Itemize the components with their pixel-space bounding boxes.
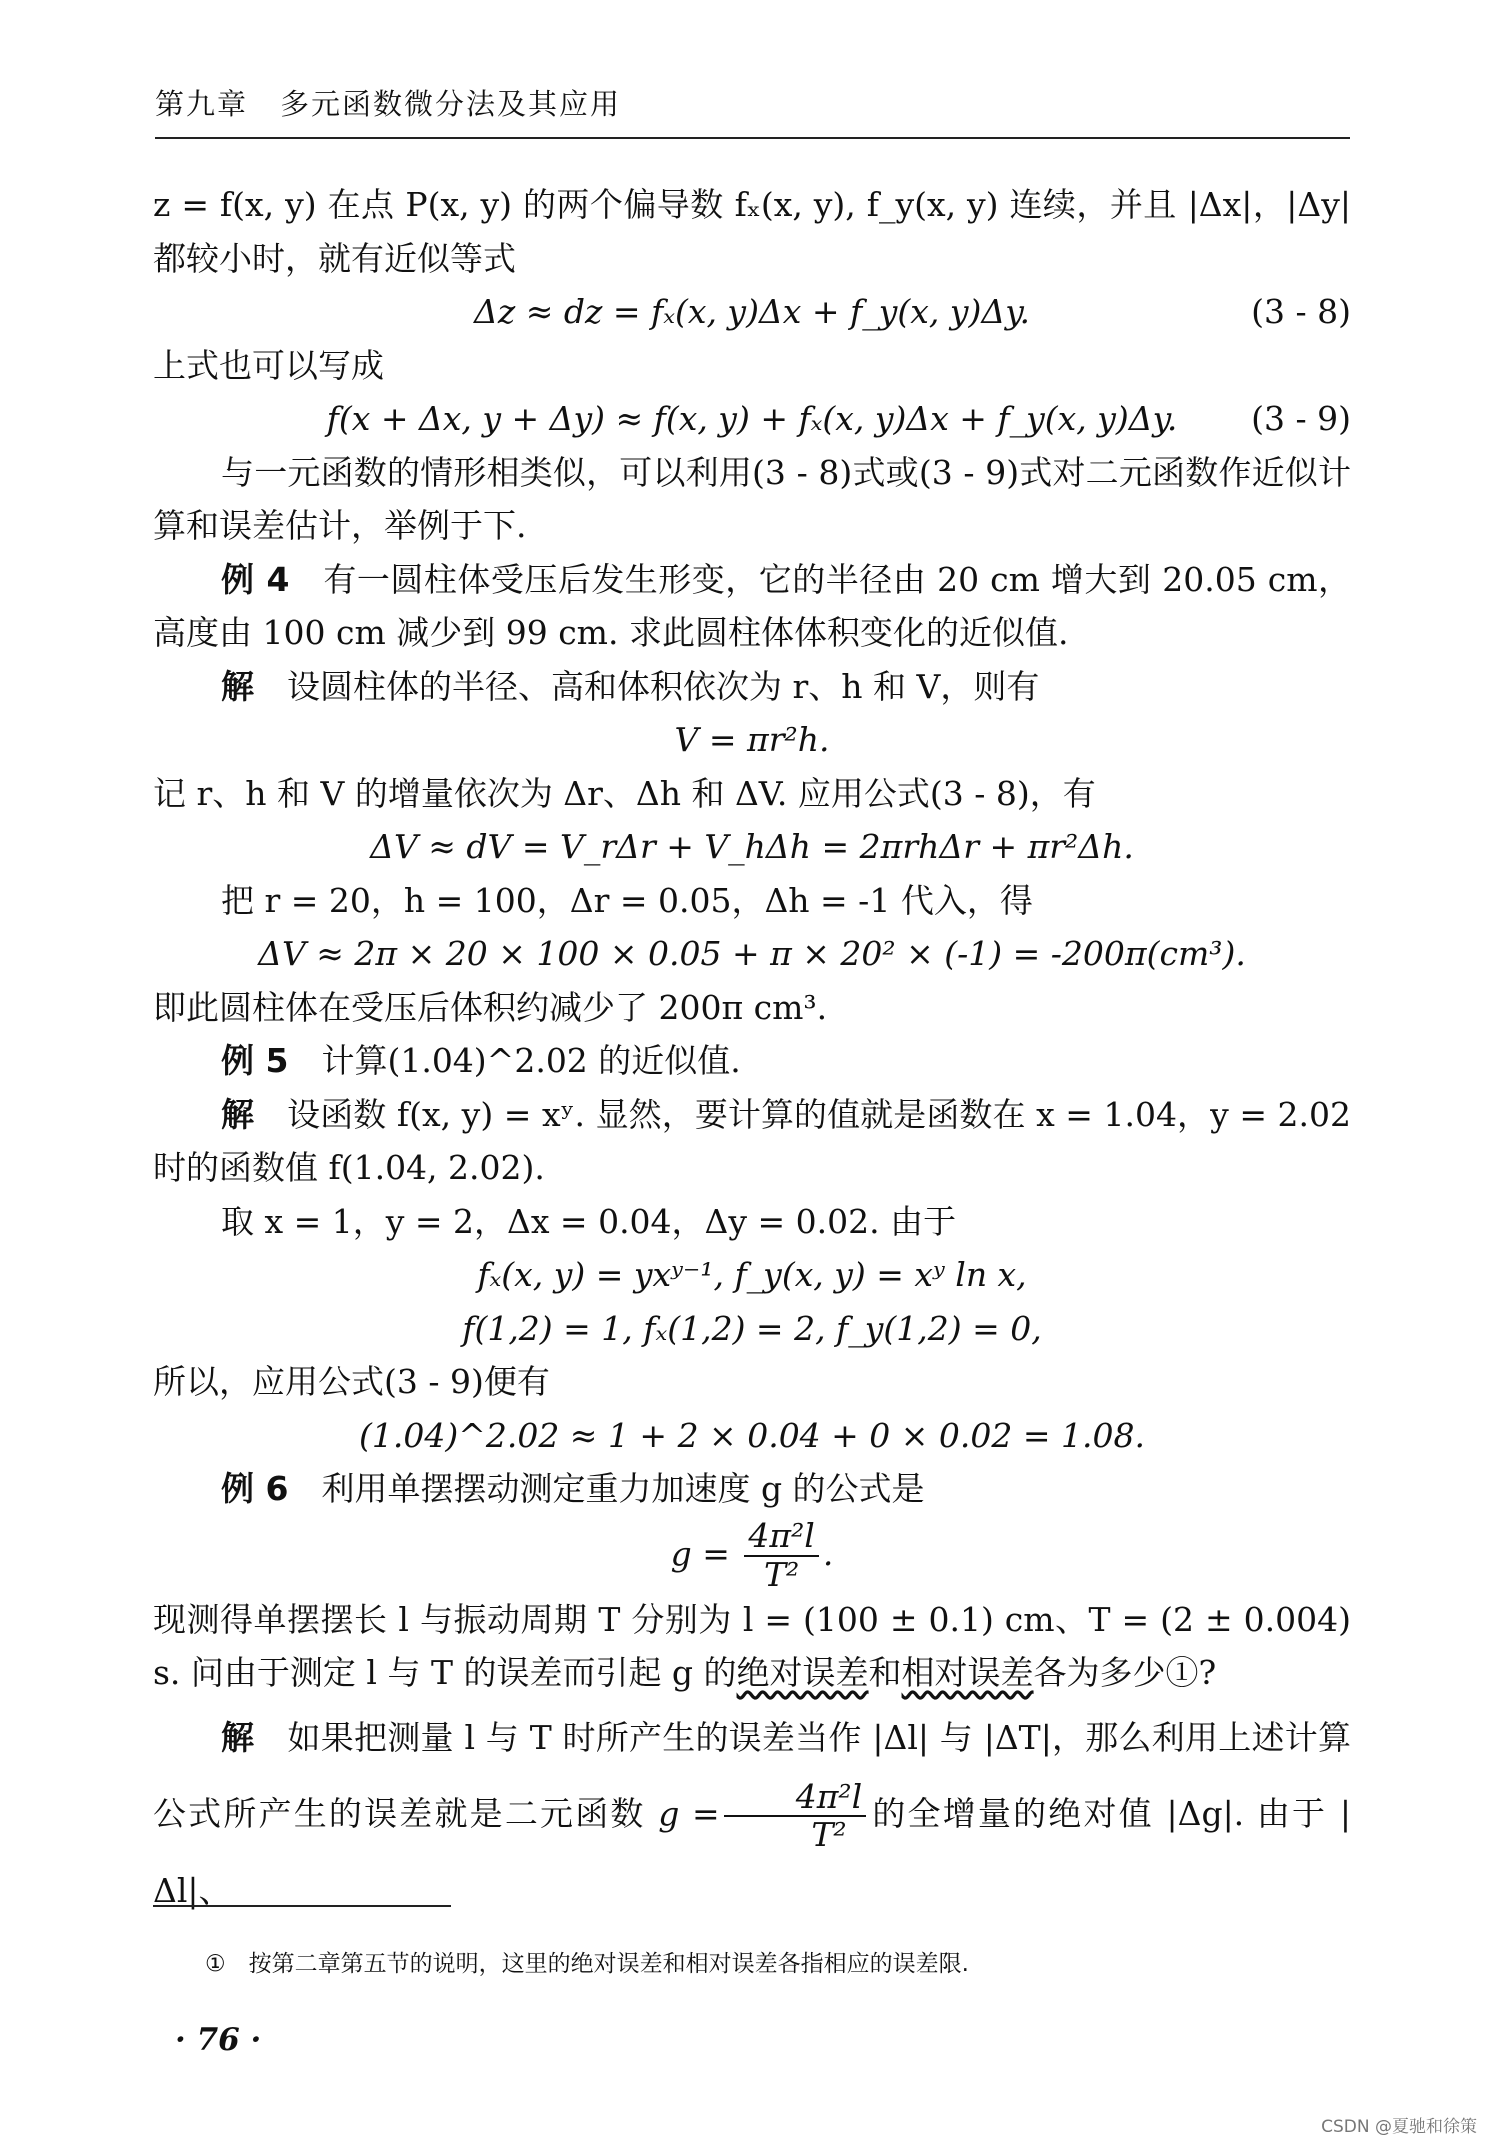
fraction-numerator: 4π²l xyxy=(724,1779,866,1817)
solution-5 xyxy=(153,1088,1351,1195)
pendulum-formula: g = $\frac{\text{4π²l}}{\text{T²}}$ . xyxy=(670,1516,834,1594)
example-label: 例 5 xyxy=(221,1041,289,1080)
paragraph: 上式也可以写成 xyxy=(153,345,384,385)
paragraph: z = f(x, y) 在点 P(x, y) 的两个偏导数 fₓ(x, y), f_y(x, y) 连续，并且 |Δx|，|Δy| 都较小时，就有近似等式 xyxy=(153,185,1351,278)
solution-label: 解 xyxy=(221,1094,255,1134)
solution-4 xyxy=(153,660,1351,714)
paragraph xyxy=(153,1593,1351,1700)
fraction xyxy=(724,1776,866,1854)
chapter-label: 第九章 xyxy=(155,87,249,121)
example-text: 计算(1.04)^2.02 的近似值. xyxy=(321,1041,741,1080)
example-text: 有一圆柱体受压后发生形变，它的半径由 20 cm 增大到 20.05 cm，高度由 100 cm 减少到 99 cm. 求此圆柱体体积变化的近似值. xyxy=(153,559,1352,652)
example-label: 例 6 xyxy=(221,1469,289,1508)
text: 各为多少①? xyxy=(1033,1653,1217,1693)
solution-text: 如果把测量 l 与 T 时所产生的误差当作 |Δl| 与 |ΔT|，那么利用上述计算公式所产生的误差就是二元函数 xyxy=(153,1717,1352,1833)
fraction xyxy=(744,1518,818,1593)
equation: (1.04)^2.02 ≈ 1 + 2 × 0.04 + 0 × 0.02 = 1.08. xyxy=(358,1415,1146,1455)
equation: f(x + Δx, y + Δy) ≈ f(x, y) + fₓ(x, y)Δx + f_y(x, y)Δy. xyxy=(326,399,1178,438)
footnote: ① 按第二章第五节的说明，这里的绝对误差和相对误差各指相应的误差限. xyxy=(205,1951,969,1977)
equation: f(1,2) = 1, fₓ(1,2) = 2, f_y(1,2) = 0, xyxy=(462,1308,1042,1348)
fraction-numerator: 4π²l xyxy=(744,1518,818,1556)
body-text xyxy=(153,178,1351,1929)
equation-tag: (3 - 9) xyxy=(1251,399,1351,438)
equation: ΔV ≈ dV = V_rΔr + V_hΔh = 2πrhΔr + πr²Δh. xyxy=(370,827,1134,866)
solution-text: 的全增量的绝对值 |Δg|. 由于 |Δl|、 xyxy=(153,1793,1352,1911)
paragraph: 与一元函数的情形相类似，可以利用(3 - 8)式或(3 - 9)式对二元函数作近似计算和误差估计，举例于下. xyxy=(153,452,1351,545)
example-text: 利用单摆摆动测定重力加速度 g 的公式是 xyxy=(321,1469,925,1508)
paragraph: 所以，应用公式(3 - 9)便有 xyxy=(153,1362,550,1401)
equation: V = πr²h. xyxy=(674,720,830,759)
text: 现测得单摆摆长 l 与振动周期 T 分别为 l = (100 ± 0.1) cm、T = (2 ± 0.004) s. 问由于测定 l 与 T 的误差而引起 g 的 xyxy=(153,1599,1351,1693)
fraction-denominator: T² xyxy=(764,1554,800,1594)
equation: fₓ(x, y) = yxʸ⁻¹, f_y(x, y) = xʸ ln x, xyxy=(477,1255,1027,1294)
formula-lhs: g = xyxy=(658,1793,720,1833)
paragraph: 即此圆柱体在受压后体积约减少了 200π cm³. xyxy=(153,987,828,1027)
solution-6 xyxy=(153,1700,1351,1929)
solution-label: 解 xyxy=(221,666,254,706)
solution-label: 解 xyxy=(221,1717,255,1757)
solution-text: 设函数 f(x, y) = xʸ. 显然，要计算的值就是函数在 x = 1.04，y = 2.02 时的函数值 f(1.04, 2.02). xyxy=(153,1094,1352,1187)
paragraph: 记 r、h 和 V 的增量依次为 Δr、Δh 和 ΔV. 应用公式(3 - 8)，有 xyxy=(153,773,1096,813)
chapter-title: 多元函数微分法及其应用 xyxy=(280,87,622,121)
equation-3-9 xyxy=(153,392,1351,446)
fraction-denominator: T² xyxy=(811,1814,847,1854)
emphasis-absolute-error: 绝对误差 xyxy=(736,1653,869,1693)
example-label: 例 4 xyxy=(221,559,290,599)
page-number: · 76 · xyxy=(175,2022,262,2058)
paragraph: 把 r = 20，h = 100，Δr = 0.05，Δh = -1 代入，得 xyxy=(221,880,1033,920)
footnote-divider xyxy=(153,1905,451,1907)
formula-lhs: g = xyxy=(670,1533,730,1573)
text: 和 xyxy=(868,1653,902,1693)
emphasis-relative-error: 相对误差 xyxy=(901,1653,1034,1693)
watermark: CSDN @夏驰和徐策 xyxy=(1321,2117,1477,2137)
example-6 xyxy=(153,1462,1351,1516)
equation-3-8 xyxy=(153,285,1351,339)
example-4 xyxy=(153,553,1351,660)
equation: Δz ≈ dz = fₓ(x, y)Δx + f_y(x, y)Δy. xyxy=(474,292,1030,331)
solution-text: 设圆柱体的半径、高和体积依次为 r、h 和 V，则有 xyxy=(287,666,1040,706)
equation: ΔV ≈ 2π × 20 × 100 × 0.05 + π × 20² × (-1) = -200π(cm³). xyxy=(258,934,1246,973)
example-5 xyxy=(153,1034,1351,1088)
running-head xyxy=(155,82,1350,139)
equation-tag: (3 - 8) xyxy=(1251,292,1351,331)
paragraph: 取 x = 1，y = 2，Δx = 0.04，Δy = 0.02. 由于 xyxy=(221,1201,957,1241)
